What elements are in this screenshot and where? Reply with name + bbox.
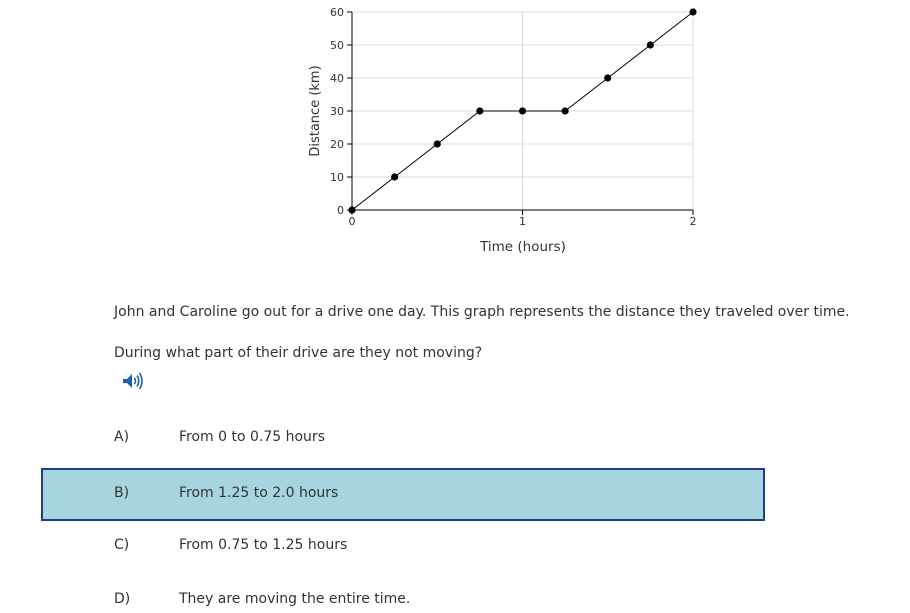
y-tick-label: 30 xyxy=(330,105,344,118)
y-tick-label: 50 xyxy=(330,39,344,52)
speaker-icon xyxy=(121,371,145,391)
data-point xyxy=(689,8,696,15)
y-tick-label: 10 xyxy=(330,171,344,184)
choice-text: From 1.25 to 2.0 hours xyxy=(179,485,339,501)
data-point xyxy=(562,107,569,114)
data-point xyxy=(604,74,611,81)
question-text: During what part of their drive are they not moving? xyxy=(114,345,483,361)
data-point xyxy=(434,140,441,147)
choice-text: From 0.75 to 1.25 hours xyxy=(179,537,348,553)
data-point xyxy=(391,173,398,180)
data-point xyxy=(476,107,483,114)
data-point xyxy=(519,107,526,114)
x-tick-label: 0 xyxy=(348,215,356,228)
choice-text: They are moving the entire time. xyxy=(179,591,411,607)
choice-letter: A) xyxy=(114,429,130,445)
choice-text: From 0 to 0.75 hours xyxy=(179,429,325,445)
y-axis-label: Distance (km) xyxy=(308,65,323,157)
data-point xyxy=(647,41,654,48)
y-tick-label: 40 xyxy=(330,72,344,85)
x-axis-label: Time (hours) xyxy=(480,239,566,255)
chart-tick-labels xyxy=(330,6,697,228)
data-point xyxy=(348,206,355,213)
y-tick-label: 20 xyxy=(330,138,344,151)
answer-choice-b[interactable] xyxy=(41,468,765,521)
choice-letter: B) xyxy=(114,485,130,501)
question-stem: John and Caroline go out for a drive one day. This graph represents the distance they traveled over time. xyxy=(114,304,850,320)
read-aloud-button[interactable] xyxy=(121,371,145,391)
y-tick-label: 60 xyxy=(330,6,344,19)
x-tick-label: 2 xyxy=(689,215,697,228)
answer-choice-a[interactable] xyxy=(41,412,765,465)
distance-time-chart xyxy=(0,0,910,270)
y-tick-label: 0 xyxy=(337,204,344,217)
x-tick-label: 1 xyxy=(519,215,526,228)
answer-choice-d[interactable] xyxy=(41,574,765,613)
answer-choice-c[interactable] xyxy=(41,520,765,573)
choice-letter: C) xyxy=(114,537,130,553)
choice-letter: D) xyxy=(114,591,131,607)
